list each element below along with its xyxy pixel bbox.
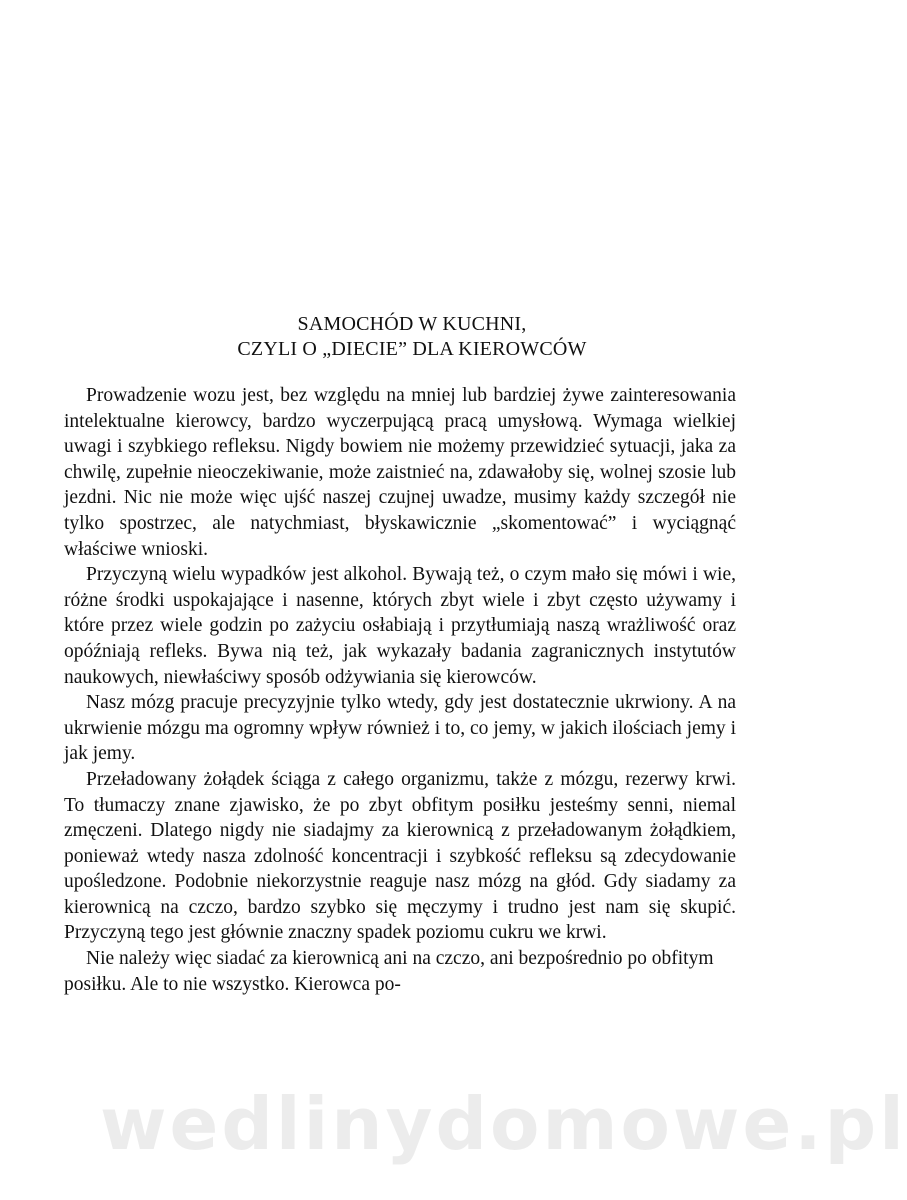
chapter-heading-line-1: SAMOCHÓD W KUCHNI, <box>297 313 527 335</box>
paragraph-4 <box>64 767 736 946</box>
paragraph-1-text: Prowadzenie wozu jest, bez względu na mniej lub bardziej żywe zainteresowania intelektualne kierowcy, bardzo wyczerpującą pracą umysłową. Wymaga wielkiej uwagi i szybkiego refleksu. Nigdy bowiem nie możemy przewidzieć sytuacji, jaka za chwilę, zupełnie nieoczekiwanie, może zaistnieć na, zdawałoby się, wolnej szosie lub jezdni. Nic nie może więc ujść naszej czujnej uwadze, musimy każdy szczegół nie tylko spostrzec, ale natychmiast, błyskawicznie „skomentować” i wyciągnąć właściwe wnioski. <box>64 385 736 560</box>
body-text <box>64 383 736 997</box>
paragraph-3-text: Nasz mózg pracuje precyzyjnie tylko wtedy, gdy jest dostatecznie ukrwiony. A na ukrwienie mózgu ma ogromny wpływ również i to, co jemy, w jakich ilościach jemy i jak jemy. <box>64 692 736 765</box>
watermark: wedlinydomowe.pl <box>100 1082 907 1166</box>
chapter-heading-line-2: CZYLI O „DIECIE” DLA KIEROWCÓW <box>237 338 587 360</box>
paragraph-1 <box>64 383 736 562</box>
paragraph-5 <box>64 946 736 997</box>
paragraph-2-text: Przyczyną wielu wypadków jest alkohol. Bywają też, o czym mało się mówi i wie, różne środki uspokajające i nasenne, których zbyt wiele i zbyt często używamy i które przez wiele godzin po zażyciu osłabiają i przytłumiają naszą wrażliwość oraz opóźniają refleks. Bywa nią też, jak wykazały badania zagranicznych instytutów naukowych, niewłaściwy sposób odżywiania się kierowców. <box>64 564 736 688</box>
paragraph-2 <box>64 562 736 690</box>
paragraph-3 <box>64 690 736 767</box>
paragraph-4-text: Przeładowany żołądek ściąga z całego organizmu, także z mózgu, rezerwy krwi. To tłumaczy znane zjawisko, że po zbyt obfitym posiłku jesteśmy senni, niemal zmęczeni. Dlatego nigdy nie siadajmy za kierownicą z przeładowanym żołądkiem, ponieważ wtedy nasza zdolność koncentracji i szybkość refleksu są zdecydowanie upośledzone. Podobnie niekorzystnie reaguje nasz mózg na głód. Gdy siadamy za kierownicą na czczo, bardzo szybko się męczymy i trudno jest nam się skupić. Przyczyną tego jest głównie znaczny spadek poziomu cukru we krwi. <box>64 768 736 944</box>
paragraph-5-text: Nie należy więc siadać za kierownicą ani na czczo, ani bezpośrednio po obfitym posiłku. Ale to nie wszystko. Kierowca po- <box>64 948 714 995</box>
chapter-heading <box>60 312 764 362</box>
